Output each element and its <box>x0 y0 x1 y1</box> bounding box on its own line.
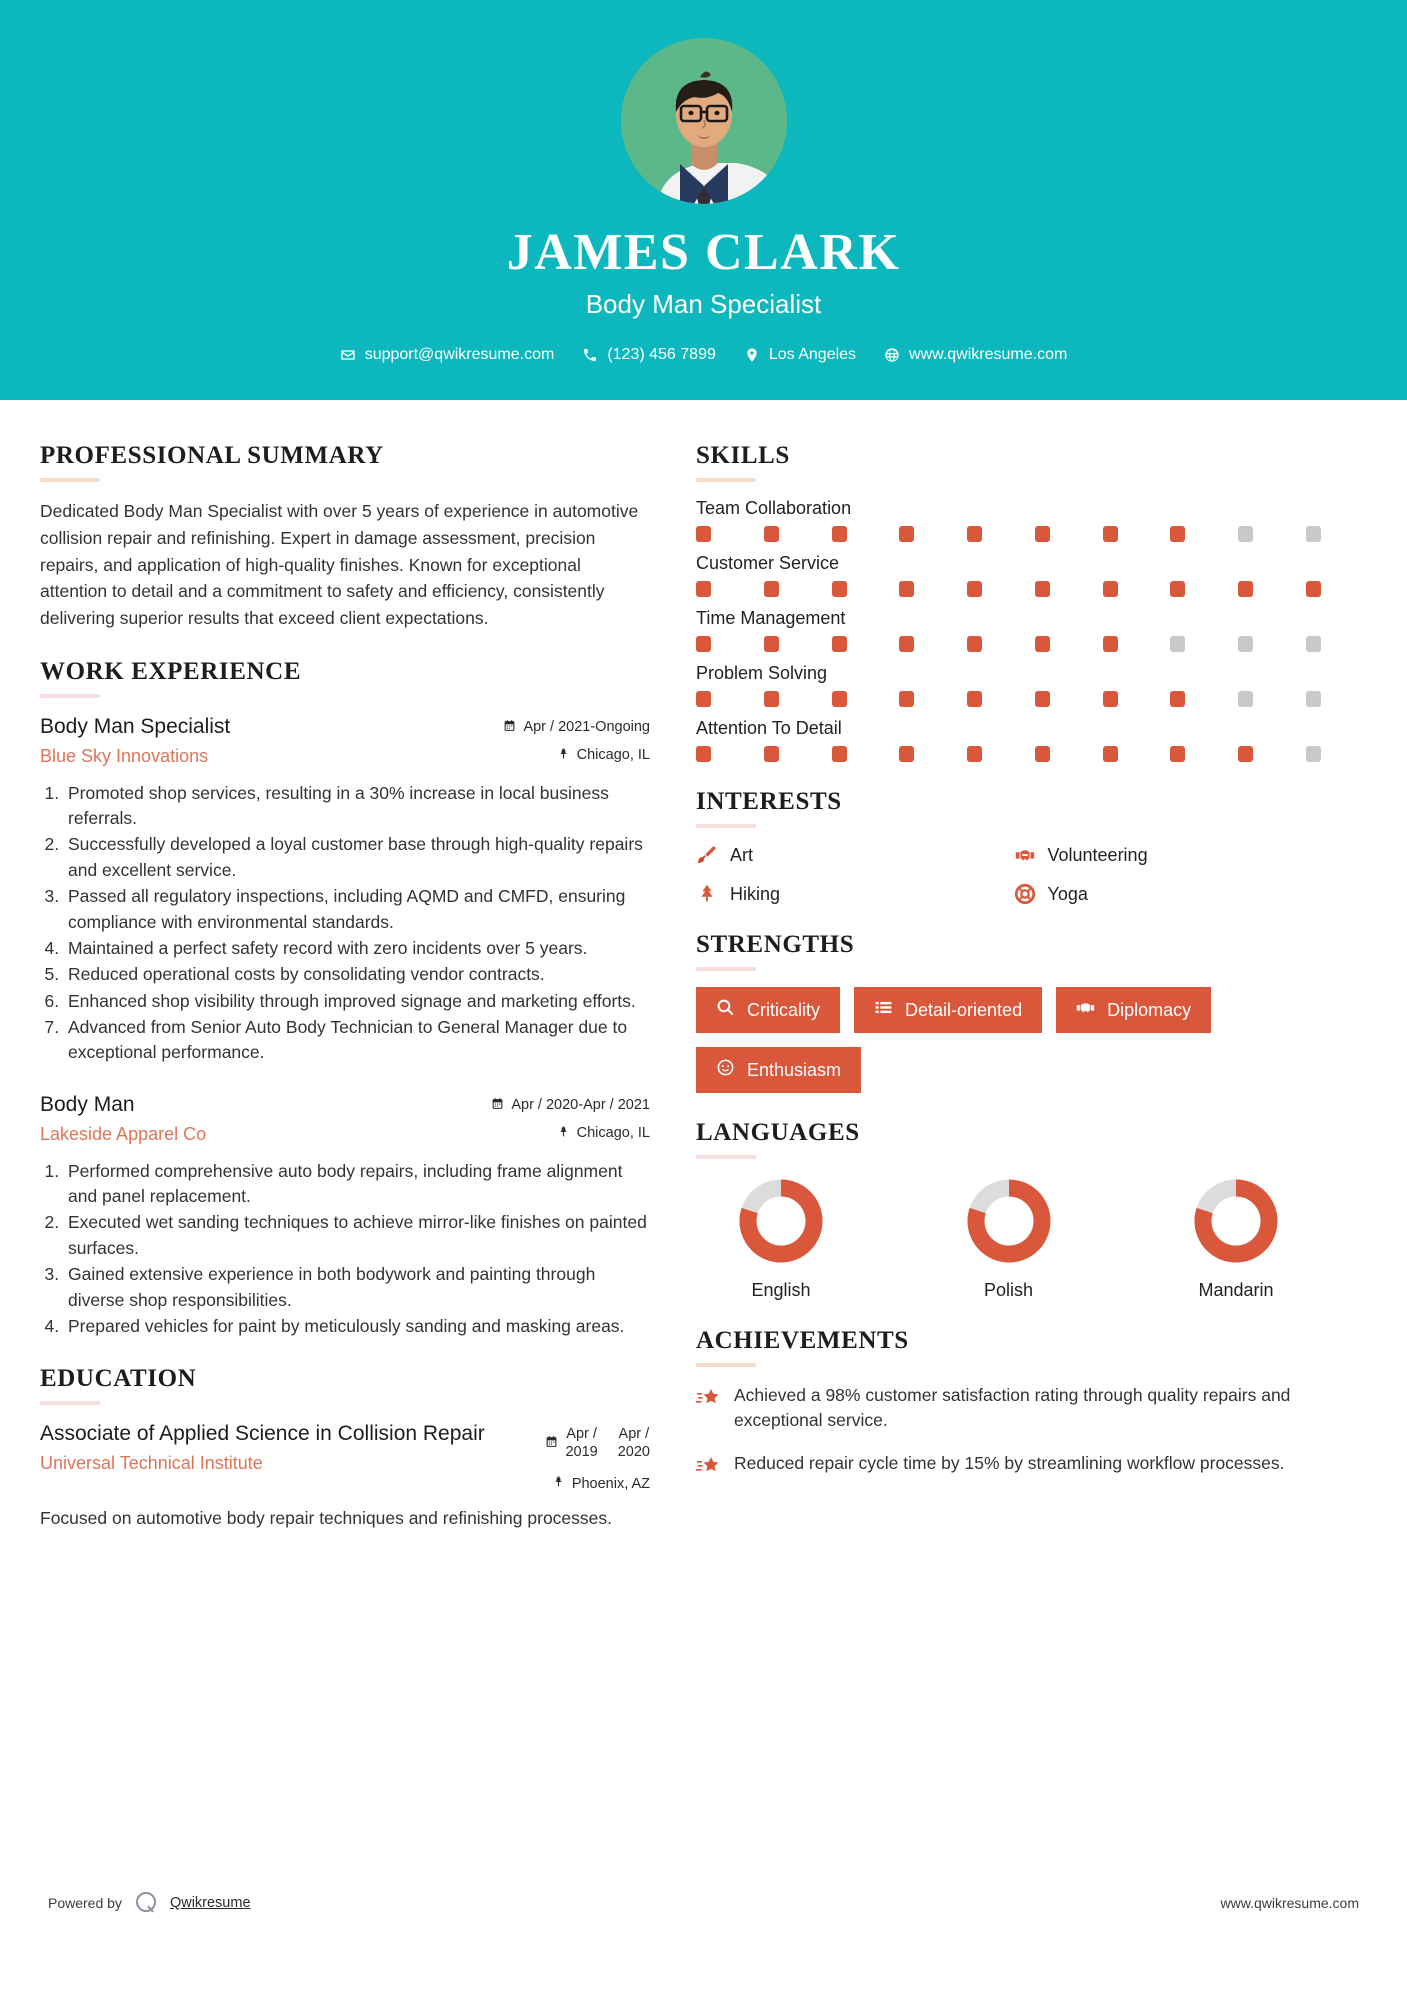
list-item: 4. Prepared vehicles for paint by meticulously sanding and masking areas. <box>64 1314 650 1339</box>
qwikresume-link[interactable]: Qwikresume <box>169 1895 251 1911</box>
contact-website-value: www.qwikresume.com <box>909 345 1068 363</box>
skill-dot-filled <box>832 636 847 652</box>
strength-label: Enthusiasm <box>747 1059 842 1080</box>
strength-label: Detail-oriented <box>905 999 1023 1020</box>
contact-email-value: support@qwikresume.com <box>364 345 555 363</box>
star-shooting-icon <box>696 1386 720 1410</box>
powered-by-block <box>48 1890 251 1916</box>
pin-icon <box>552 1475 565 1492</box>
skill-dot-filled <box>1170 581 1185 597</box>
education-end-year: 2020 <box>617 1443 650 1460</box>
education-school: Universal Technical Institute <box>40 1453 263 1474</box>
section-rule <box>696 478 756 482</box>
section-rule <box>696 967 756 971</box>
language-donut-chart <box>1190 1175 1282 1267</box>
skill-rating <box>696 746 1321 762</box>
list-item: 1. Promoted shop services, resulting in a 30% increase in local business referrals. <box>64 781 650 832</box>
qwikresume-q-logo <box>133 1890 159 1916</box>
section-title: LANGUAGES <box>696 1119 860 1146</box>
skill-dot-filled <box>832 526 847 542</box>
education-entry-header <box>40 1421 650 1492</box>
list-item: 3. Passed all regulatory inspections, including AQMD and CMFD, ensuring compliance with environmental standards. <box>64 884 650 935</box>
skill-dot-filled <box>1035 636 1050 652</box>
skill-rating <box>696 636 1321 652</box>
profile-photo-illustration <box>621 38 787 204</box>
language-item <box>706 1175 856 1301</box>
skill-dot-filled <box>1103 526 1118 542</box>
skill-dot-filled <box>832 581 847 597</box>
experience-location <box>491 1125 650 1142</box>
language-label: English <box>751 1280 811 1300</box>
skill-label: Attention To Detail <box>696 718 842 738</box>
list-item: 4. Maintained a perfect safety record with zero incidents over 5 years. <box>64 936 650 961</box>
skill-dot-filled <box>899 746 914 762</box>
section-professional-summary <box>40 442 650 632</box>
skill-dot-filled <box>1238 581 1253 597</box>
skill-dot-filled <box>1035 691 1050 707</box>
skill-dot-filled <box>1238 746 1253 762</box>
location-icon <box>744 347 760 363</box>
interest-item <box>1014 844 1322 866</box>
strength-chip-criticality[interactable] <box>696 987 840 1033</box>
skill-dot-empty <box>1238 526 1253 542</box>
skill-item <box>696 553 1321 597</box>
experience-dates-value: Apr / 2021-Ongoing <box>523 719 650 736</box>
skill-label: Problem Solving <box>696 663 828 683</box>
strength-label: Diplomacy <box>1107 999 1192 1020</box>
skills-list <box>696 498 1321 762</box>
summary-text: Dedicated Body Man Specialist with over 5 years of experience in automotive collision repair and refinishing. Expert in damage assessment, precision repairs, and application of high-quality finishes. Known for exceptional attention to detail and a commitment to safety and efficiency, consistently delivering superior results that exceed client expectations. <box>40 501 639 629</box>
experience-dates <box>503 719 650 736</box>
skill-dot-filled <box>832 691 847 707</box>
education-location <box>545 1475 650 1492</box>
section-languages <box>696 1119 1321 1301</box>
experience-entry-header <box>40 1092 650 1145</box>
contact-location[interactable] <box>735 346 865 364</box>
education-location-value: Phoenix, AZ <box>571 1475 650 1492</box>
skill-dot-filled <box>967 526 982 542</box>
education-dates <box>545 1426 650 1461</box>
skill-dot-filled <box>764 526 779 542</box>
experience-meta <box>491 1092 650 1142</box>
experience-dates-value: Apr / 2020-Apr / 2021 <box>511 1097 650 1114</box>
skill-dot-empty <box>1238 636 1253 652</box>
skill-dot-filled <box>1170 691 1185 707</box>
experience-location-value: Chicago, IL <box>576 747 650 764</box>
language-donut-chart <box>963 1175 1055 1267</box>
section-title: WORK EXPERIENCE <box>40 657 302 685</box>
skill-dot-filled <box>1035 526 1050 542</box>
interest-label: Volunteering <box>1047 844 1148 865</box>
skill-label: Time Management <box>696 608 846 628</box>
section-rule <box>40 694 100 698</box>
footer-url: www.qwikresume.com <box>1220 1895 1359 1911</box>
handshake-icon <box>1014 844 1036 866</box>
skill-dot-filled <box>1103 746 1118 762</box>
achievement-text: Achieved a 98% customer satisfaction rating through quality repairs and exceptional service. <box>734 1385 1291 1431</box>
education-degree: Associate of Applied Science in Collision Repair <box>40 1422 485 1446</box>
skill-dot-empty <box>1306 526 1321 542</box>
education-start-month: Apr / <box>566 1426 597 1443</box>
interests-list <box>696 844 1321 905</box>
skill-rating <box>696 526 1321 542</box>
lifebuoy-icon <box>1014 883 1036 905</box>
section-rule <box>696 824 756 828</box>
list-icon <box>874 998 893 1022</box>
strengths-list <box>696 987 1321 1093</box>
list-item: 5. Reduced operational costs by consolidating vendor contracts. <box>64 962 650 987</box>
list-item: 3. Gained extensive experience in both bodywork and painting through diverse shop responsibilities. <box>64 1262 650 1313</box>
list-item: 2. Executed wet sanding techniques to achieve mirror-like finishes on painted surfaces. <box>64 1210 650 1261</box>
experience-location-value: Chicago, IL <box>576 1125 650 1142</box>
skill-dot-filled <box>967 691 982 707</box>
skill-item <box>696 498 1321 542</box>
smiley-icon <box>716 1058 735 1082</box>
page-title: JAMES CLARK <box>506 224 901 281</box>
section-rule <box>40 1401 100 1405</box>
interest-item <box>1014 883 1322 905</box>
skill-dot-filled <box>899 526 914 542</box>
strength-label: Criticality <box>747 999 821 1020</box>
interest-label: Art <box>730 844 754 865</box>
right-column <box>696 442 1321 1557</box>
skill-dot-empty <box>1306 636 1321 652</box>
section-title: PROFESSIONAL SUMMARY <box>40 442 384 469</box>
skill-item <box>696 663 1321 707</box>
skill-dot-filled <box>764 636 779 652</box>
skill-rating <box>696 581 1321 597</box>
skill-item <box>696 608 1321 652</box>
skill-dot-filled <box>899 691 914 707</box>
section-title: INTERESTS <box>696 788 842 815</box>
left-column <box>40 442 650 1557</box>
skill-dot-filled <box>764 691 779 707</box>
search-icon <box>716 998 735 1022</box>
education-entry <box>40 1421 650 1531</box>
achievement-item <box>696 1451 1321 1478</box>
section-title: EDUCATION <box>40 1365 197 1393</box>
contact-website[interactable] <box>875 346 1076 364</box>
skill-dot-empty <box>1238 691 1253 707</box>
education-start-year: 2019 <box>565 1443 598 1460</box>
handshake-icon <box>1076 998 1095 1022</box>
skill-label: Team Collaboration <box>696 498 852 518</box>
paintbrush-icon <box>696 844 718 866</box>
footer <box>0 1890 1407 1916</box>
list-item: 1. Performed comprehensive auto body repairs, including frame alignment and panel replacement. <box>64 1159 650 1210</box>
interest-label: Hiking <box>730 883 781 904</box>
strength-chip-enthusiasm[interactable] <box>696 1047 861 1093</box>
calendar-icon <box>503 719 516 736</box>
achievement-item <box>696 1383 1321 1434</box>
skill-dot-filled <box>1103 581 1118 597</box>
skill-item <box>696 718 1321 762</box>
skill-rating <box>696 691 1321 707</box>
achievement-text: Reduced repair cycle time by 15% by streamlining workflow processes. <box>734 1452 1285 1473</box>
language-donut-chart <box>735 1175 827 1267</box>
resume-body <box>0 400 1407 1557</box>
section-title: STRENGTHS <box>696 931 855 958</box>
skill-dot-filled <box>1103 691 1118 707</box>
section-skills <box>696 442 1321 762</box>
interest-item <box>696 844 1004 866</box>
languages-list <box>696 1175 1321 1301</box>
section-work-experience <box>40 658 650 1340</box>
section-achievements <box>696 1327 1321 1478</box>
email-icon <box>340 347 356 363</box>
tree-icon <box>696 883 718 905</box>
skill-dot-filled <box>899 636 914 652</box>
skill-dot-filled <box>1306 581 1321 597</box>
contact-phone-value: (123) 456 7899 <box>607 345 716 363</box>
star-shooting-icon <box>696 1454 720 1478</box>
skill-label: Customer Service <box>696 553 840 573</box>
experience-entry <box>40 1092 650 1340</box>
interest-label: Yoga <box>1047 883 1088 904</box>
pin-icon <box>557 747 570 764</box>
globe-icon <box>884 347 900 363</box>
skill-dot-filled <box>967 636 982 652</box>
education-meta <box>545 1421 650 1492</box>
experience-role: Body Man <box>40 1092 135 1116</box>
list-item: 7. Advanced from Senior Auto Body Technician to General Manager due to exceptional performance. <box>64 1015 650 1066</box>
skill-dot-filled <box>1170 746 1185 762</box>
skill-dot-filled <box>832 746 847 762</box>
skill-dot-filled <box>1103 636 1118 652</box>
section-education <box>40 1365 650 1531</box>
strength-chip-diplomacy[interactable] <box>1056 987 1211 1033</box>
experience-bullets <box>40 1159 650 1340</box>
contact-bar <box>0 346 1407 364</box>
experience-entry-header <box>40 714 650 767</box>
language-item <box>934 1175 1084 1301</box>
resume-header <box>0 0 1407 400</box>
skill-dot-filled <box>696 691 711 707</box>
contact-email[interactable] <box>331 346 564 364</box>
skill-dot-filled <box>1170 526 1185 542</box>
language-label: Mandarin <box>1198 1280 1274 1300</box>
calendar-icon <box>545 1435 558 1453</box>
section-rule <box>696 1155 756 1159</box>
skill-dot-filled <box>764 581 779 597</box>
experience-entry-left <box>40 1092 491 1145</box>
experience-entry <box>40 714 650 1066</box>
skill-dot-filled <box>696 526 711 542</box>
section-title: SKILLS <box>696 442 790 469</box>
skill-dot-filled <box>696 581 711 597</box>
contact-phone[interactable] <box>573 346 725 364</box>
section-rule <box>40 478 100 482</box>
language-label: Polish <box>983 1280 1034 1300</box>
skill-dot-empty <box>1306 691 1321 707</box>
contact-location-value: Los Angeles <box>768 345 857 363</box>
experience-dates <box>491 1097 650 1114</box>
skill-dot-filled <box>967 746 982 762</box>
experience-entry-left <box>40 714 503 767</box>
experience-company: Blue Sky Innovations <box>40 745 209 766</box>
section-interests <box>696 788 1321 905</box>
strength-chip-detail-oriented[interactable] <box>854 987 1042 1033</box>
avatar <box>621 38 787 204</box>
skill-dot-filled <box>764 746 779 762</box>
interest-item <box>696 883 1004 905</box>
pin-icon <box>557 1125 570 1142</box>
phone-icon <box>582 347 598 363</box>
skill-dot-filled <box>696 636 711 652</box>
experience-role: Body Man Specialist <box>40 714 231 738</box>
section-strengths <box>696 931 1321 1093</box>
section-rule <box>696 1363 756 1367</box>
skill-dot-filled <box>899 581 914 597</box>
calendar-icon <box>491 1097 504 1114</box>
experience-meta <box>503 714 650 764</box>
skill-dot-filled <box>967 581 982 597</box>
skill-dot-empty <box>1170 636 1185 652</box>
skill-dot-empty <box>1306 746 1321 762</box>
skill-dot-filled <box>1035 581 1050 597</box>
education-description: Focused on automotive body repair techniques and refinishing processes. <box>40 1508 613 1529</box>
language-item <box>1161 1175 1311 1301</box>
powered-by-label: Powered by <box>48 1895 122 1911</box>
job-title: Body Man Specialist <box>585 288 822 319</box>
experience-location <box>503 747 650 764</box>
section-title: ACHIEVEMENTS <box>696 1327 909 1354</box>
experience-company: Lakeside Apparel Co <box>40 1123 207 1144</box>
list-item: 6. Enhanced shop visibility through improved signage and marketing efforts. <box>64 989 650 1014</box>
experience-bullets <box>40 781 650 1066</box>
skill-dot-filled <box>696 746 711 762</box>
list-item: 2. Successfully developed a loyal customer base through high-quality repairs and excellent service. <box>64 832 650 883</box>
education-entry-left <box>40 1421 545 1474</box>
skill-dot-filled <box>1035 746 1050 762</box>
education-end-month: Apr / <box>618 1426 650 1443</box>
